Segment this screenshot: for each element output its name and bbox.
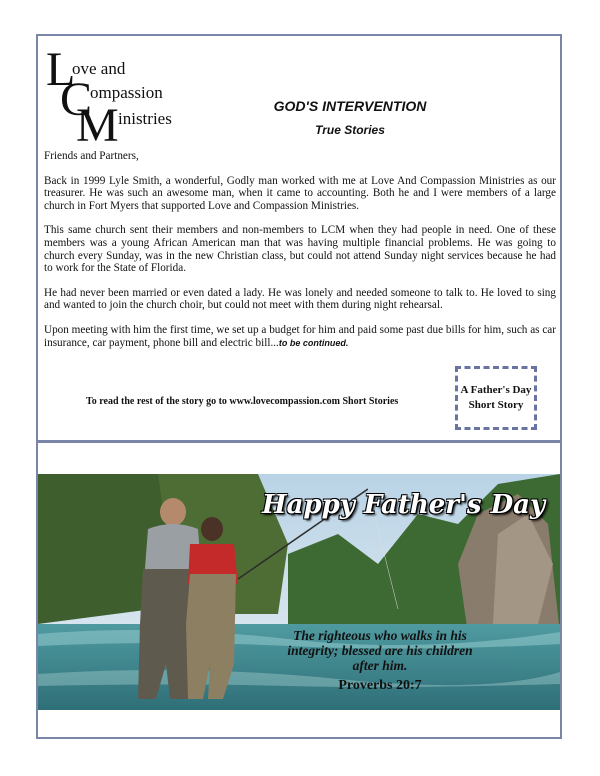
logo-word-compassion: ompassion <box>90 83 163 102</box>
logo-word-ministries: inistries <box>118 109 172 128</box>
logo-initial-m: M <box>76 99 119 152</box>
greeting: Friends and Partners, <box>44 150 139 162</box>
paragraph-3: He had never been married or even dated a lady. He was lonely and needed someone to talk to. He loved to sing and wanted to join the church choir, but could not meet with them during night rehearsal. <box>44 286 556 312</box>
bible-verse: The righteous who walks in his integrity; blessed are his children after him. <box>287 628 473 673</box>
paragraph-4 <box>44 324 556 349</box>
logo-word-love: ove and <box>72 59 126 78</box>
happy-fathers-day-banner: Happy Father's Day <box>262 490 546 520</box>
read-more-text: To read the rest of the story go to www.lovecompassion.com Short Stories <box>86 396 399 407</box>
paragraph-1: Back in 1999 Lyle Smith, a wonderful, Godly man worked with me at Love And Compassion Ministries as our treasurer. He was such an awesome man, when it came to accounting. Both he and I were members of a large church in Fort Myers that supported Love and Compassion Ministries. <box>44 174 556 212</box>
story-body <box>44 150 556 361</box>
logo-initial-l: L <box>46 43 76 96</box>
to-be-continued: to be continued. <box>278 337 349 348</box>
story-box <box>455 366 537 430</box>
paragraph-2: This same church sent their members and non-members to LCM when they had people in need. One of these members was a young African American man that was having multiple financial problems. He was going to church every Sunday, was in the new Christian class, but could not attend Sunday night services because he had to work for the State of Florida. <box>44 224 556 275</box>
logo-initial-c: C <box>60 73 93 126</box>
story-box-label: A Father's Day Short Story <box>460 384 532 411</box>
paragraph-4-text: Upon meeting with him the first time, we set up a budget for him and paid some past due bills for him, such as car insurance, car payment, phone bill and electric bill... <box>44 323 556 349</box>
lcm-logo <box>46 43 196 152</box>
verse-reference: Proverbs 20:7 <box>338 678 422 693</box>
page-subtitle: True Stories <box>315 123 385 137</box>
page-title: GOD'S INTERVENTION <box>273 98 427 114</box>
